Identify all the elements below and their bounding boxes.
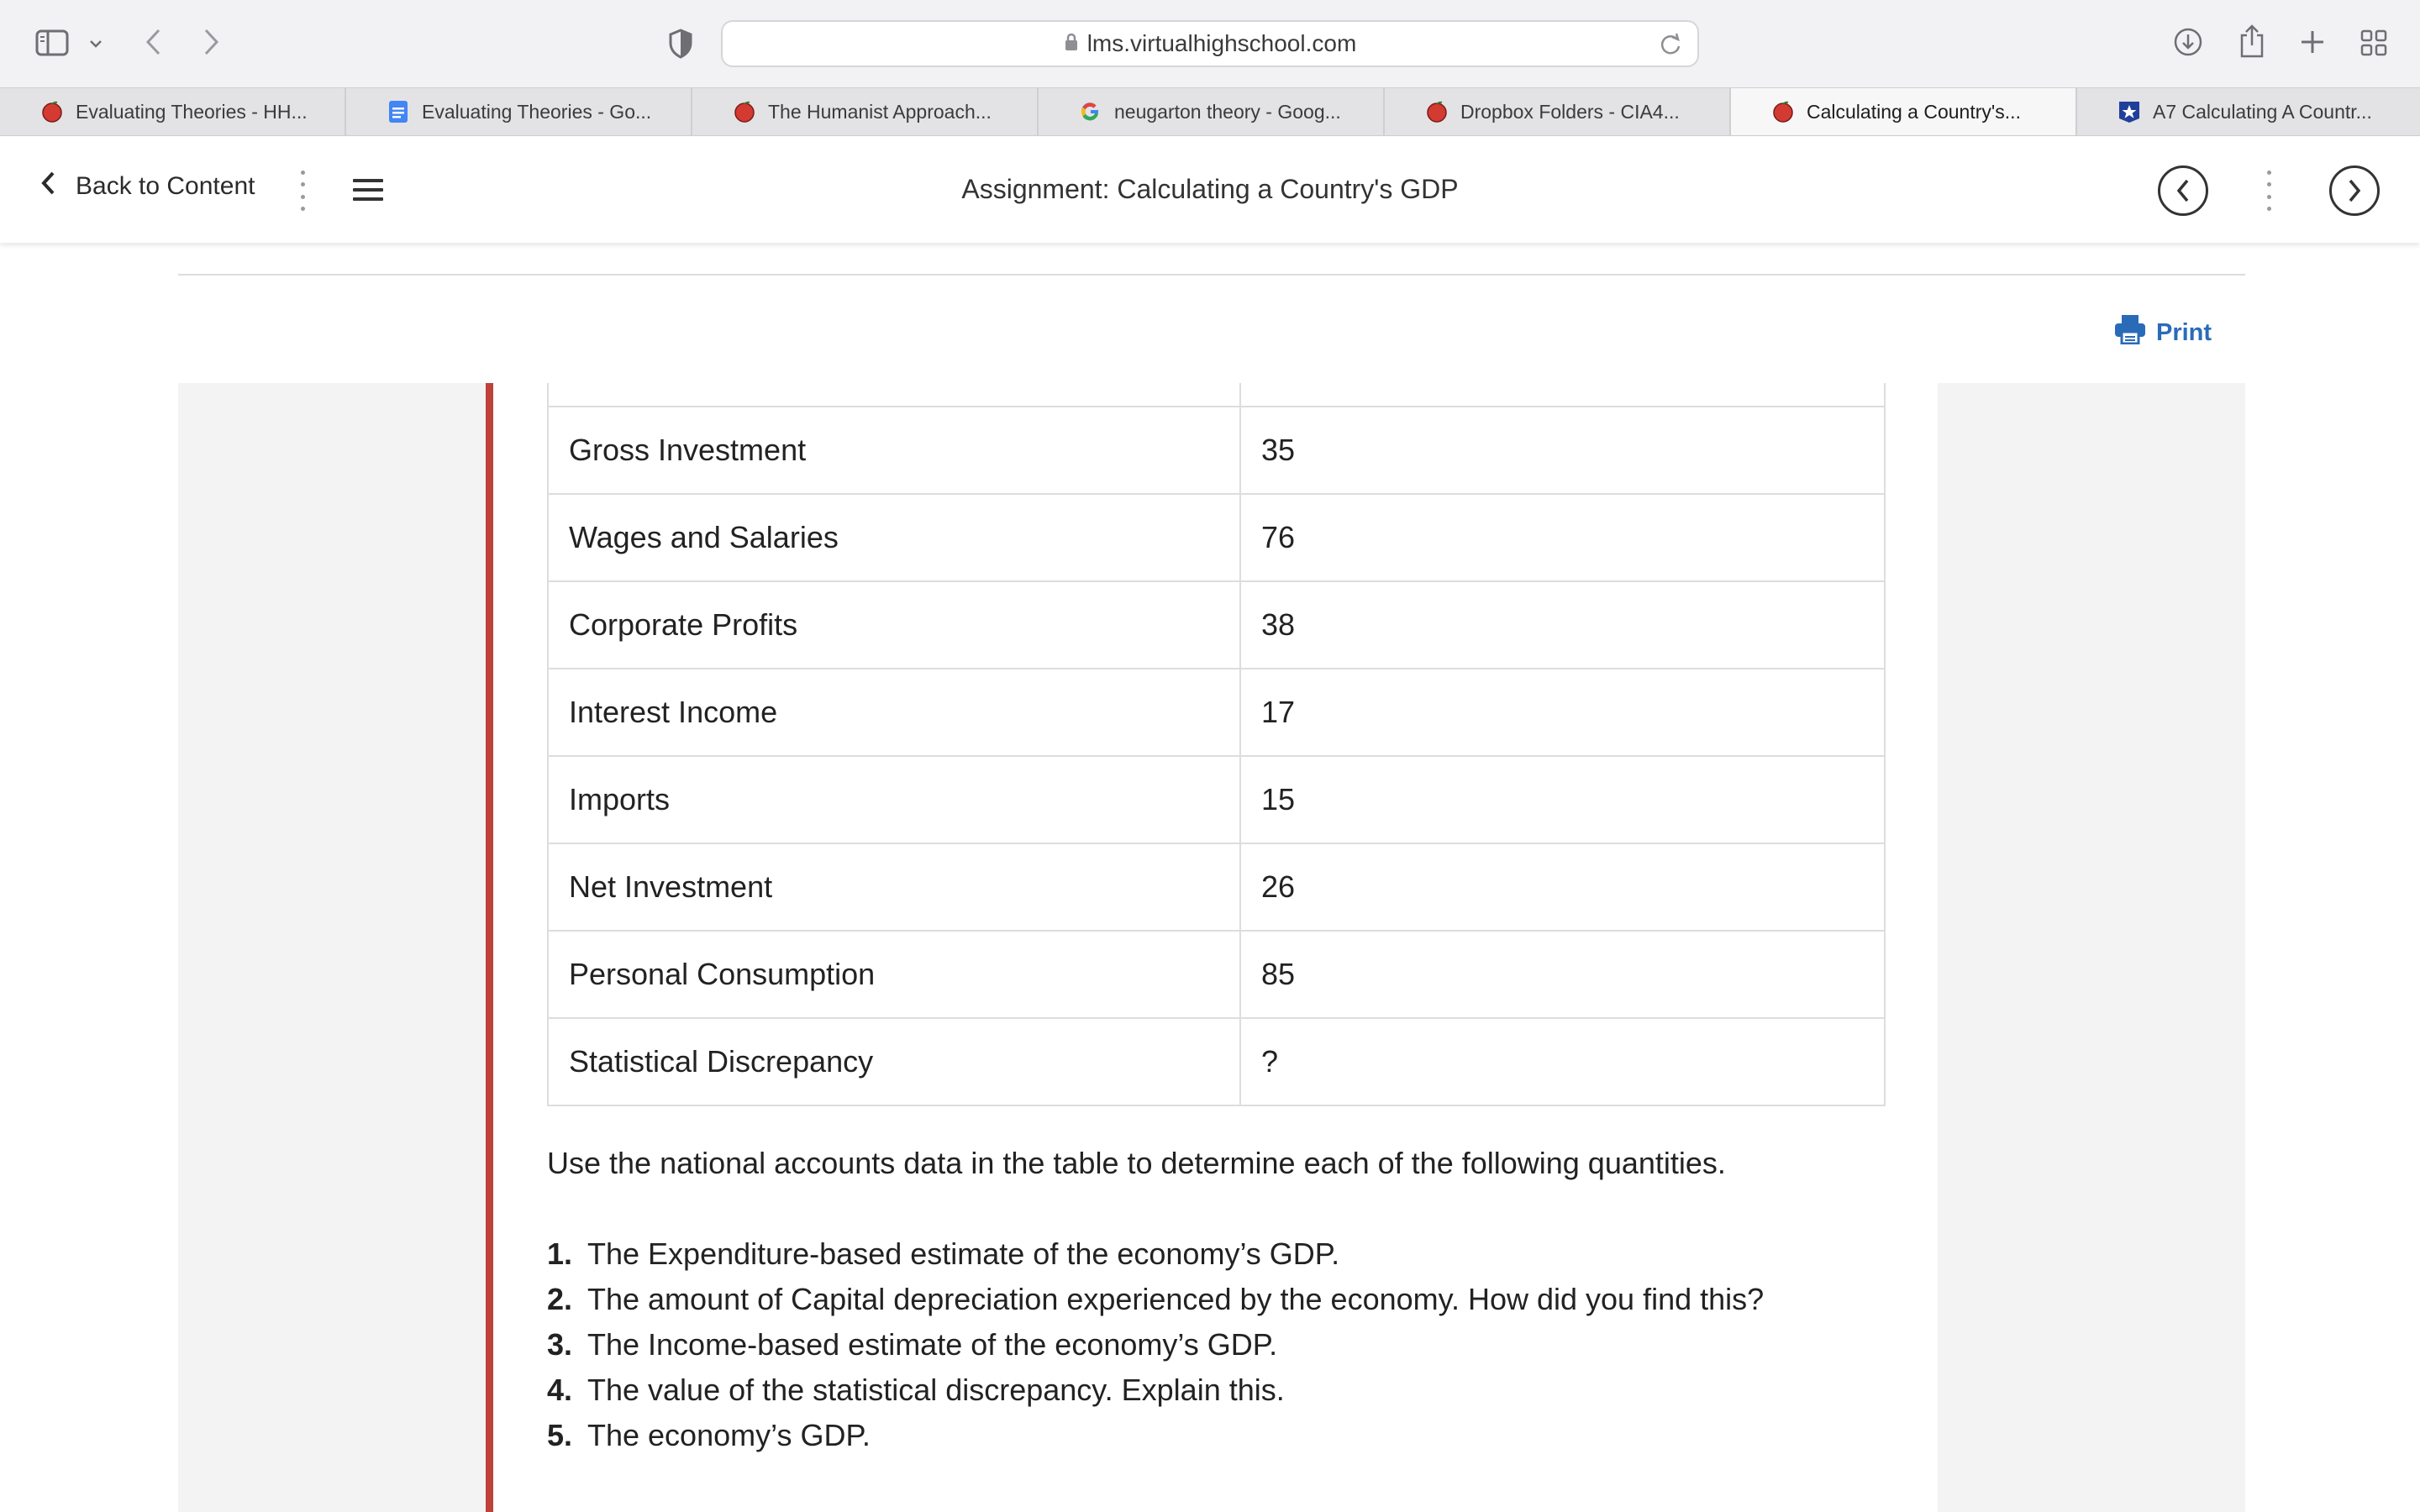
tab-evaluating-theories-hh[interactable] [0, 88, 346, 135]
print-button[interactable] [2114, 314, 2212, 351]
row-label: Net Investment [548, 843, 1240, 931]
tab-label: A7 Calculating A Countr... [2153, 100, 2372, 123]
reload-icon[interactable] [1659, 32, 1682, 61]
lock-icon [1064, 32, 1079, 56]
tab-label: Evaluating Theories - HH... [76, 100, 308, 123]
row-label: Gross Investment [548, 407, 1240, 494]
question-text: The value of the statistical discrepancy. Explain this. [587, 1373, 1285, 1407]
list-item [547, 1322, 1764, 1368]
chevron-right-icon [2346, 178, 2363, 203]
previous-page-button[interactable] [2158, 165, 2208, 216]
row-value: ? [1240, 1018, 1885, 1105]
national-accounts-table [547, 383, 1886, 1106]
tab-label: Dropbox Folders - CIA4... [1460, 100, 1680, 123]
table-row [548, 669, 1885, 756]
url-text: lms.virtualhighschool.com [1086, 30, 1357, 56]
chevron-down-icon[interactable] [86, 34, 106, 54]
red-apple-icon [40, 100, 64, 123]
question-number: 4. [547, 1373, 573, 1407]
download-icon[interactable] [2171, 25, 2205, 59]
table-row [548, 756, 1885, 843]
back-to-content-label: Back to Content [76, 172, 255, 200]
shield-icon[interactable] [666, 27, 696, 60]
question-list [547, 1231, 1764, 1458]
list-item [547, 1413, 1764, 1458]
question-number: 3. [547, 1327, 573, 1362]
tab-calculating-country[interactable] [1731, 88, 2077, 135]
question-text: The Income-based estimate of the economy’s GDP. [587, 1327, 1278, 1362]
question-text: The Expenditure-based estimate of the economy’s GDP. [587, 1236, 1340, 1271]
red-apple-icon [1771, 100, 1795, 123]
question-number: 2. [547, 1282, 573, 1316]
google-g-icon [1079, 100, 1102, 123]
row-value: 26 [1240, 843, 1885, 931]
share-icon[interactable] [2235, 22, 2269, 60]
list-item [547, 1231, 1764, 1277]
printer-icon [2114, 314, 2146, 351]
back-arrow-icon[interactable] [138, 25, 168, 59]
google-docs-icon [387, 100, 410, 123]
instructions-text: Use the national accounts data in the table to determine each of the following quantities. [547, 1146, 1726, 1180]
row-label: Personal Consumption [548, 931, 1240, 1018]
row-label: Wages and Salaries [548, 494, 1240, 581]
forward-arrow-icon[interactable] [197, 25, 227, 59]
next-page-button[interactable] [2329, 165, 2380, 216]
row-label: Imports [548, 756, 1240, 843]
accent-bar [486, 383, 493, 1512]
list-item [547, 1368, 1764, 1413]
row-value: 15 [1240, 756, 1885, 843]
print-label: Print [2156, 318, 2212, 346]
blue-star-badge-icon [2118, 100, 2141, 123]
red-apple-icon [1425, 100, 1449, 123]
chevron-left-icon [2175, 178, 2191, 203]
question-number: 5. [547, 1418, 573, 1452]
row-value: 17 [1240, 669, 1885, 756]
row-value: 76 [1240, 494, 1885, 581]
browser-toolbar [0, 0, 2420, 87]
table-row [548, 494, 1885, 581]
question-number: 1. [547, 1236, 573, 1271]
tab-humanist-approach[interactable] [692, 88, 1039, 135]
tab-dropbox-folders[interactable] [1385, 88, 1731, 135]
sidebar-toggle-icon[interactable] [34, 29, 71, 57]
row-value: 38 [1240, 581, 1885, 669]
question-text: The economy’s GDP. [587, 1418, 871, 1452]
row-label: Statistical Discrepancy [548, 1018, 1240, 1105]
right-margin-panel [1938, 383, 2245, 1512]
table-row [548, 1018, 1885, 1105]
row-value: 35 [1240, 407, 1885, 494]
row-label: Interest Income [548, 669, 1240, 756]
table-row [548, 383, 1885, 407]
list-item [547, 1277, 1764, 1322]
row-value: 85 [1240, 931, 1885, 1018]
red-apple-icon [733, 100, 756, 123]
table-row [548, 931, 1885, 1018]
new-tab-plus-icon[interactable] [2297, 27, 2328, 57]
address-bar[interactable] [721, 20, 1699, 67]
tab-label: neugarton theory - Goog... [1114, 100, 1341, 123]
tab-overview-icon[interactable] [2360, 29, 2388, 57]
lms-header [0, 137, 2420, 243]
tab-neugarton-theory[interactable] [1039, 88, 1385, 135]
tab-label: Evaluating Theories - Go... [422, 100, 652, 123]
left-margin-panel [178, 383, 486, 1512]
tab-evaluating-theories-docs[interactable] [346, 88, 692, 135]
table-row [548, 581, 1885, 669]
tab-a7-calculating[interactable] [2077, 88, 2420, 135]
tab-label: Calculating a Country's... [1807, 100, 2021, 123]
table-row [548, 843, 1885, 931]
row-label: Corporate Profits [548, 581, 1240, 669]
tab-label: The Humanist Approach... [768, 100, 992, 123]
table-row [548, 407, 1885, 494]
page-title: Assignment: Calculating a Country's GDP [961, 174, 1459, 204]
question-text: The amount of Capital depreciation experienced by the economy. How did you find this? [587, 1282, 1765, 1316]
more-options-icon[interactable] [2265, 171, 2272, 211]
divider [178, 274, 2245, 276]
tab-bar [0, 87, 2420, 136]
